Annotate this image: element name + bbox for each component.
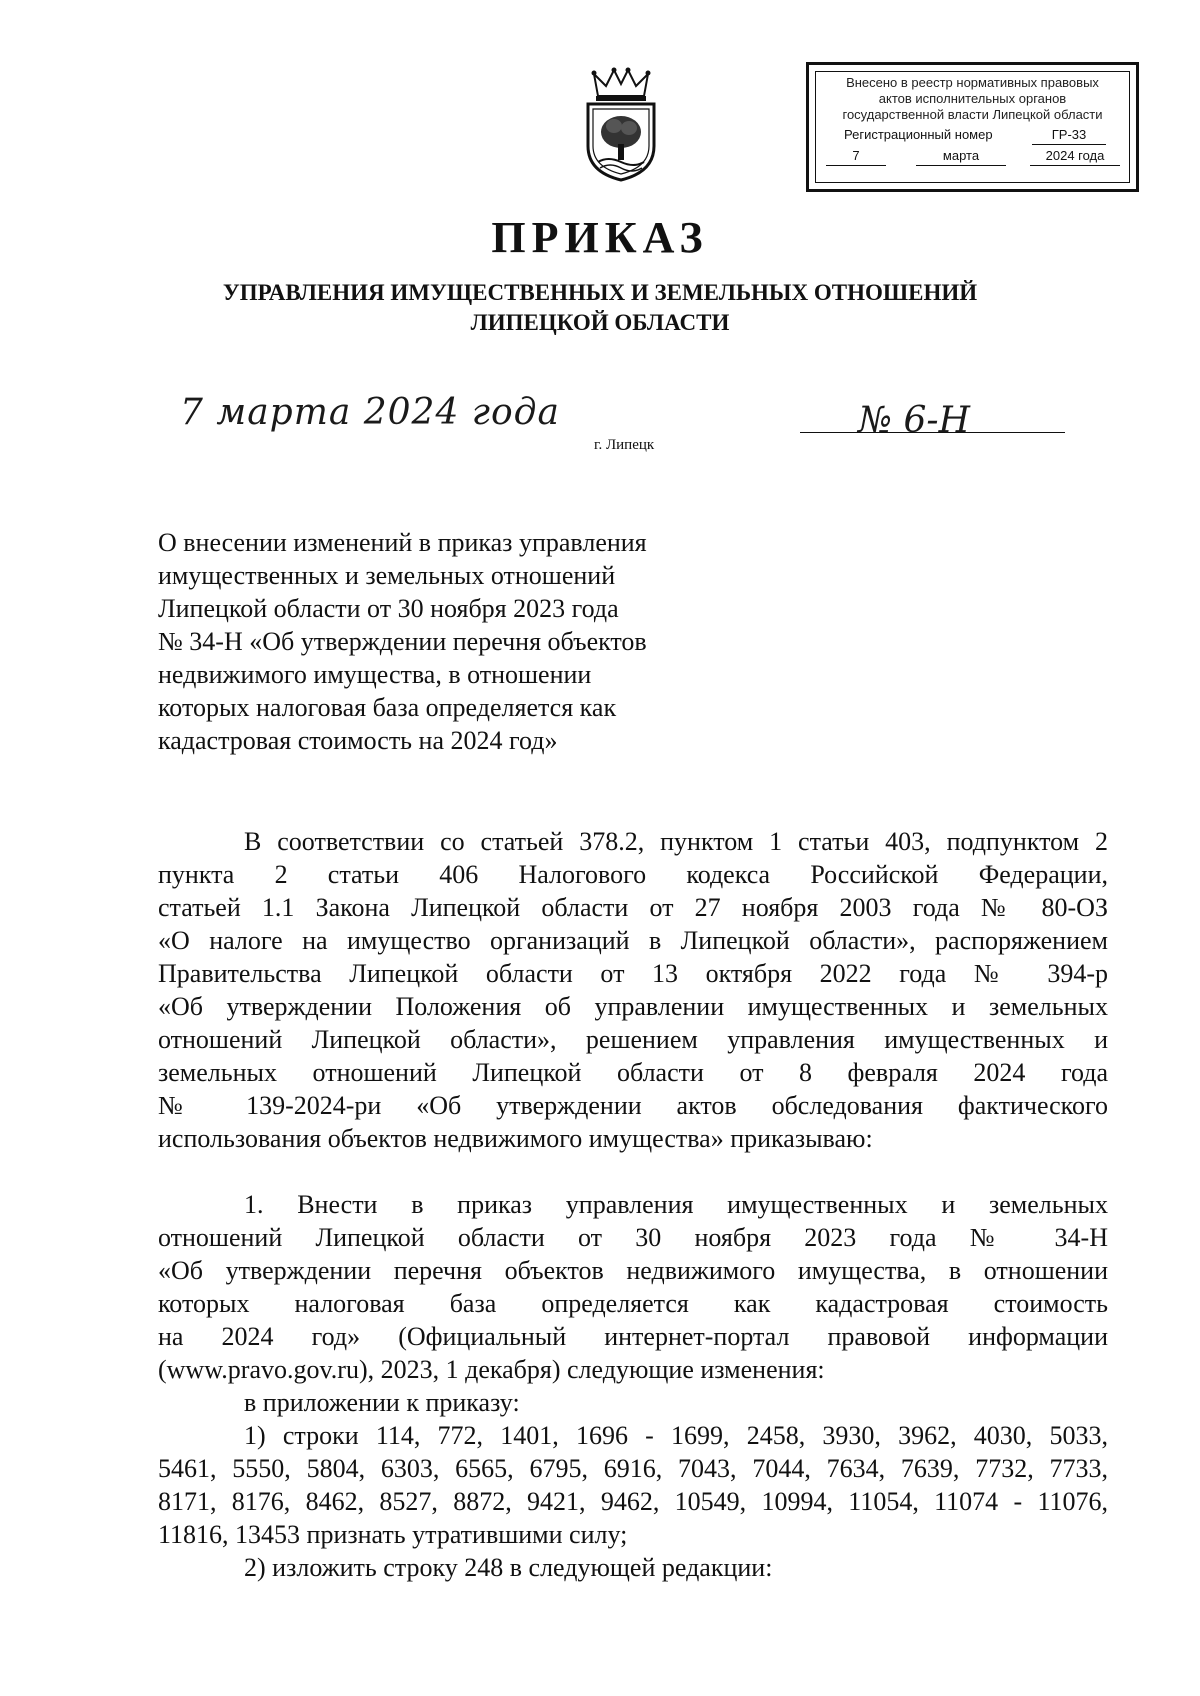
issuer-line-1: УПРАВЛЕНИЯ ИМУЩЕСТВЕННЫХ И ЗЕМЕЛЬНЫХ ОТНОШЕНИЙ [222,280,978,305]
stamp-reg-number: ГР-33 [1032,127,1106,145]
stamp-month: марта [916,148,1006,166]
sub-item-1-line: 11816, 13453 признать утратившими силу; [158,1520,628,1549]
preamble-line: В соответствии со статьей 378.2, пунктом 1 статьи 403, подпунктом 2 [244,827,1108,856]
subject-line: О внесении изменений в приказ управления [158,528,647,557]
preamble-line: «О налоге на имущество организаций в Липецкой области», распоряжением [158,926,1108,955]
item-1-line: отношений Липецкой области от 30 ноября 2023 года № 34-Н [158,1223,1108,1252]
stamp-line-3: государственной власти Липецкой области [842,107,1103,122]
subject-line: кадастровая стоимость на 2024 год» [158,726,558,755]
city-label: г. Липецк [594,437,655,453]
item-1-paragraph [158,1188,1108,1419]
item-1-line: которых налоговая база определяется как кадастровая стоимость [158,1289,1108,1318]
sub-item-1-line: 5461, 5550, 5804, 6303, 6565, 6795, 6916, 7043, 7044, 7634, 7639, 7732, 7733, [158,1454,1108,1483]
subject-line: недвижимого имущества, в отношении [158,660,592,689]
preamble-line: земельных отношений Липецкой области от 8 февраля 2024 года [158,1058,1108,1087]
coat-of-arms-emblem [576,66,666,184]
stamp-reg-label: Регистрационный номер [844,127,993,142]
registry-stamp [806,62,1139,192]
number-underline [800,432,1065,433]
preamble-line: статьей 1.1 Закона Липецкой области от 27 ноября 2003 года № 80-ОЗ [158,893,1108,922]
sub-item-2 [158,1551,1108,1584]
subject-line: № 34-Н «Об утверждении перечня объектов [158,627,647,656]
preamble-paragraph [158,825,1108,1155]
subject-block [158,526,718,757]
appendix-intro: в приложении к приказу: [244,1388,520,1417]
sub-item-1-line: 1) строки 114, 772, 1401, 1696 - 1699, 2458, 3930, 3962, 4030, 5033, [244,1421,1108,1450]
document-title: ПРИКАЗ [491,213,709,262]
preamble-line: пункта 2 статьи 406 Налогового кодекса Российской Федерации, [158,860,1108,889]
preamble-line: № 139-2024-ри «Об утверждении актов обследования фактического [158,1091,1108,1120]
stamp-line-2: актов исполнительных органов [878,91,1067,106]
subject-line: имущественных и земельных отношений [158,561,616,590]
issuer-name [0,278,1200,338]
item-1-line: 1. Внести в приказ управления имущественных и земельных [244,1190,1108,1219]
preamble-line: использования объектов недвижимого имущества» приказываю: [158,1124,873,1153]
sub-item-1-line: 8171, 8176, 8462, 8527, 8872, 9421, 9462, 10549, 10994, 11054, 11074 - 11076, [158,1487,1108,1516]
stamp-year: 2024 года [1030,148,1120,166]
preamble-line: отношений Липецкой области», решением управления имущественных и [158,1025,1108,1054]
subject-line: которых налоговая база определяется как [158,693,617,722]
preamble-line: «Об утверждении Положения об управлении имущественных и земельных [158,992,1108,1021]
item-1-line: на 2024 год» (Официальный интернет-портал правовой информации [158,1322,1108,1351]
subject-line: Липецкой области от 30 ноября 2023 года [158,594,619,623]
item-1-line: «Об утверждении перечня объектов недвижимого имущества, в отношении [158,1256,1108,1285]
handwritten-date: 7 марта 2024 года [180,392,560,433]
stamp-day: 7 [826,148,886,166]
stamp-inner-border [815,71,1130,183]
issuer-line-2: ЛИПЕЦКОЙ ОБЛАСТИ [470,310,730,335]
preamble-line: Правительства Липецкой области от 13 октября 2022 года № 394-р [158,959,1108,988]
item-1-line: (www.pravo.gov.ru), 2023, 1 декабря) следующие изменения: [158,1355,825,1384]
handwritten-number: № 6-Н [858,400,970,441]
stamp-line-1: Внесено в реестр нормативных правовых [846,75,1099,90]
sub-item-1 [158,1419,1108,1551]
sub-item-2-line: 2) изложить строку 248 в следующей редакции: [244,1553,773,1582]
